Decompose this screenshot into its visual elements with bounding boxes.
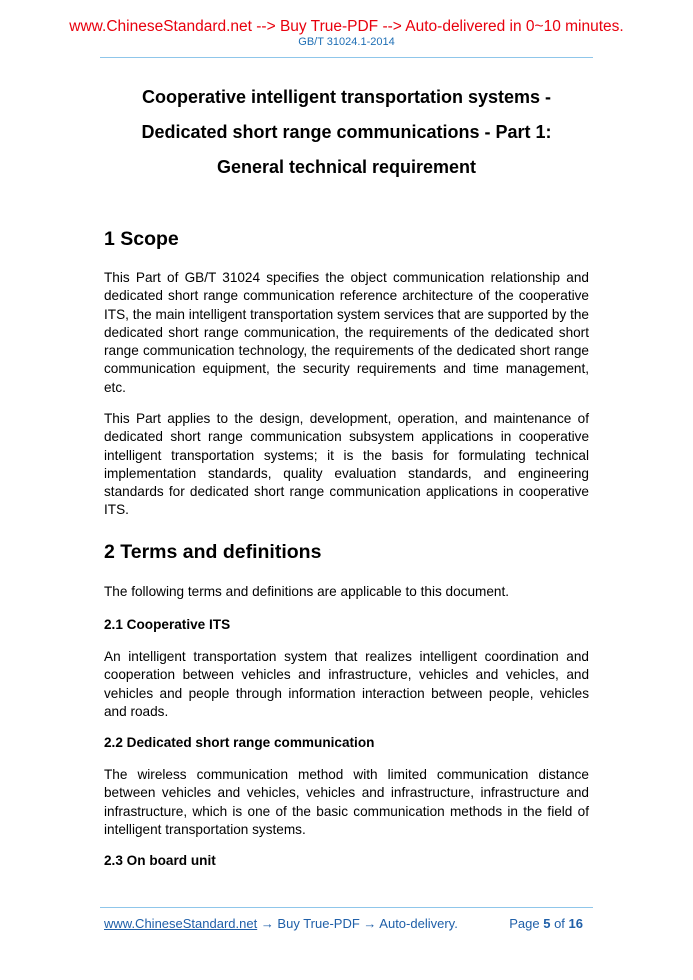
footer-promo (104, 916, 458, 932)
page-label: Page (509, 916, 540, 931)
page-indicator (480, 916, 583, 932)
page-of-label: of (554, 916, 565, 931)
footer-divider (100, 907, 593, 908)
term-heading-2-2: 2.2 Dedicated short range communication (104, 735, 375, 750)
term-definition-2-1: An intelligent transportation system that realizes intelligent coordination and cooperation between vehicles and infrastructure, vehicles and vehicles, and vehicles and people through information interaction between people, vehicles and roads. (104, 649, 589, 719)
header-divider (100, 57, 593, 58)
terms-intro: The following terms and definitions are applicable to this document. (104, 584, 510, 599)
page-total: 16 (568, 916, 583, 931)
term-heading-2-1: 2.1 Cooperative ITS (104, 617, 231, 632)
term-heading-2-3: 2.3 On board unit (104, 853, 216, 868)
scope-paragraph-2: This Part applies to the design, development, operation, and maintenance of dedicated short range communication subsystem applications in cooperative intelligent transportation systems; it is the basis for formulating technical implementation standards, quality evaluation standards, and engineering standards for dedicated short range communication applications in cooperative ITS. (104, 411, 589, 518)
title-line-1: Cooperative intelligent transportation systems - (141, 87, 552, 107)
scope-paragraph-1: This Part of GB/T 31024 specifies the object communication relationship and dedicated short range communication reference architecture of the cooperative ITS, the main intelligent transportation system services that are supported by the dedicated short range communication, the requirements of the dedicated short range communication technology, the requirements of the dedicated short range communication equipment, the security requirements and time management, etc. (104, 270, 589, 395)
standard-code: GB/T 31024.1-2014 (298, 36, 395, 48)
term-definition-2-2: The wireless communication method with limited communication distance between vehicles and vehicles, vehicles and infrastructure, infrastructure and infrastructure, which is one of the basic communication methods in the field of intelligent transportation systems. (104, 767, 589, 837)
title-line-2: Dedicated short range communications - Part 1: (141, 122, 552, 142)
section-heading-terms: 2 Terms and definitions (104, 541, 322, 563)
title-line-3: General technical requirement (216, 157, 477, 177)
footer-promo-text: → Buy True-PDF → Auto-delivery. (257, 916, 458, 931)
section-heading-scope: 1 Scope (104, 228, 179, 250)
page-number: 5 (543, 916, 551, 931)
footer-link[interactable]: www.ChineseStandard.net (104, 916, 258, 931)
promo-banner: www.ChineseStandard.net --> Buy True-PDF --> Auto-delivered in 0~10 minutes. (69, 18, 624, 35)
